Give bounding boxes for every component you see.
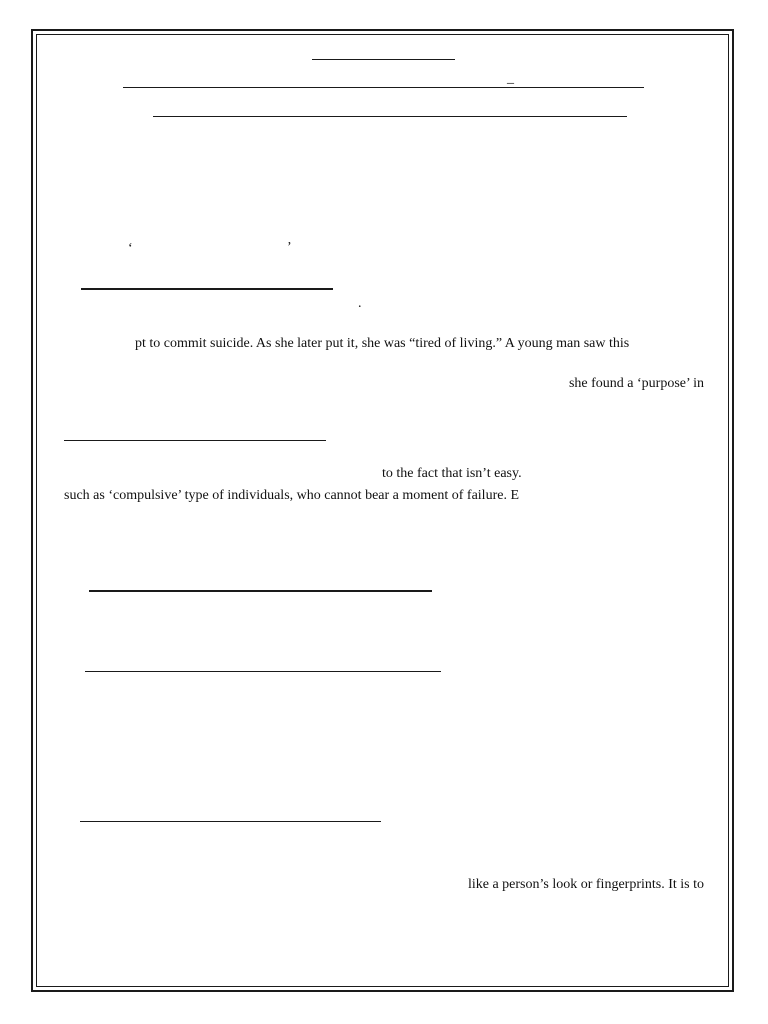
paragraph-line-suicide: pt to commit suicide. As she later put it, she was “tired of living.” A young man saw this xyxy=(135,336,630,351)
heading-underline-4 xyxy=(85,671,441,672)
paragraph-line-purpose: she found a ‘purpose’ in xyxy=(568,376,704,391)
title-underline-1 xyxy=(312,59,455,60)
heading-underline-1 xyxy=(81,288,333,290)
heading-underline-2 xyxy=(64,440,326,441)
title-dash: _ xyxy=(507,71,514,86)
title-underline-3 xyxy=(153,116,627,117)
heading-underline-5 xyxy=(80,821,381,822)
open-quote-mark: ‘ xyxy=(128,241,133,256)
page-border-inner xyxy=(36,34,729,987)
heading-underline-3 xyxy=(89,590,432,592)
title-underline-2 xyxy=(123,87,644,88)
paragraph-line-fingerprints: like a person’s look or fingerprints. It is to xyxy=(467,877,704,892)
close-quote-mark: ’ xyxy=(287,240,292,255)
paragraph-line-compulsive: such as ‘compulsive’ type of individuals, who cannot bear a moment of failure. E xyxy=(64,488,519,503)
period-mark: . xyxy=(358,296,362,311)
paragraph-line-fact: to the fact that isn’t easy. xyxy=(382,466,522,481)
